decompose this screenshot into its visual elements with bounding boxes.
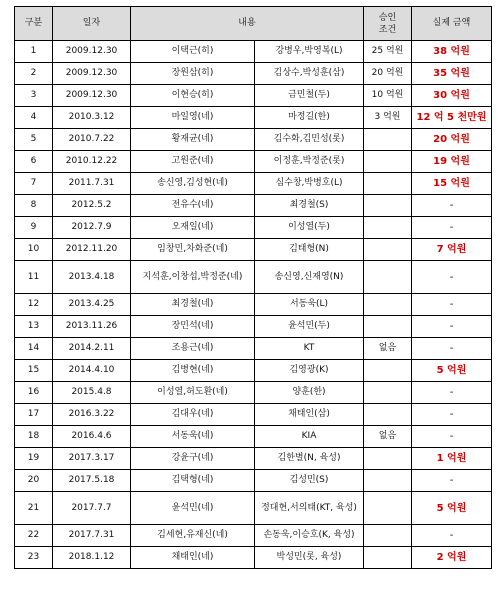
table-row [15, 294, 492, 316]
table-row [15, 261, 492, 294]
row-amount-cell: - [412, 217, 492, 239]
row-amount-cell: - [412, 316, 492, 338]
row-condition-cell [364, 316, 412, 338]
row-from-cell: 이택근(히) [131, 41, 255, 63]
transfer-table-container [14, 6, 492, 569]
row-amount-cell: - [412, 195, 492, 217]
row-condition-cell: 20 억원 [364, 63, 412, 85]
row-from-cell: 마일영(네) [131, 107, 255, 129]
row-no-cell: 22 [15, 525, 53, 547]
row-to-cell: 서동욱(L) [255, 294, 364, 316]
row-date-cell: 2010.12.22 [53, 151, 131, 173]
row-from-cell: 장원삼(히) [131, 63, 255, 85]
table-row [15, 217, 492, 239]
row-condition-cell: 3 억원 [364, 107, 412, 129]
table-row [15, 360, 492, 382]
row-condition-cell [364, 404, 412, 426]
table-row [15, 239, 492, 261]
table-body [15, 41, 492, 569]
row-to-cell: 이정훈,박정준(롯) [255, 151, 364, 173]
row-condition-cell [364, 448, 412, 470]
row-amount-cell: - [412, 404, 492, 426]
row-condition-cell [364, 470, 412, 492]
row-no-cell: 8 [15, 195, 53, 217]
row-no-cell: 19 [15, 448, 53, 470]
table-row [15, 338, 492, 360]
row-date-cell: 2009.12.30 [53, 63, 131, 85]
row-date-cell: 2017.7.31 [53, 525, 131, 547]
row-to-cell: 최경철(S) [255, 195, 364, 217]
row-from-cell: 조용근(네) [131, 338, 255, 360]
table-row [15, 129, 492, 151]
row-date-cell: 2014.4.10 [53, 360, 131, 382]
row-condition-cell [364, 525, 412, 547]
transfer-table [14, 6, 492, 569]
header-condition-line1: 승인 [378, 12, 397, 23]
row-from-cell: 윤석민(네) [131, 492, 255, 525]
row-date-cell: 2013.4.25 [53, 294, 131, 316]
row-to-cell: KT [255, 338, 364, 360]
row-from-cell: 이성열,허도환(네) [131, 382, 255, 404]
row-condition-cell [364, 217, 412, 239]
table-row [15, 470, 492, 492]
row-date-cell: 2011.7.31 [53, 173, 131, 195]
row-to-cell: 마정길(한) [255, 107, 364, 129]
row-no-cell: 10 [15, 239, 53, 261]
table-row [15, 173, 492, 195]
row-condition-cell [364, 129, 412, 151]
row-date-cell: 2012.11.20 [53, 239, 131, 261]
row-condition-cell [364, 261, 412, 294]
row-to-cell: 강병우,박영복(L) [255, 41, 364, 63]
row-date-cell: 2012.7.9 [53, 217, 131, 239]
row-no-cell: 23 [15, 547, 53, 569]
row-from-cell: 지석훈,이창섭,박정준(네) [131, 261, 255, 294]
row-amount-cell: 5 억원 [412, 492, 492, 525]
row-to-cell: 김수화,김민성(롯) [255, 129, 364, 151]
row-amount-cell: 12 억 5 천만원 [412, 107, 492, 129]
row-date-cell: 2017.3.17 [53, 448, 131, 470]
row-to-cell: 송신영,신재영(N) [255, 261, 364, 294]
row-from-cell: 이현승(히) [131, 85, 255, 107]
row-from-cell: 송신영,김성현(네) [131, 173, 255, 195]
row-condition-cell [364, 239, 412, 261]
table-row [15, 426, 492, 448]
row-condition-cell [364, 294, 412, 316]
row-from-cell: 전유수(네) [131, 195, 255, 217]
row-amount-cell: 35 억원 [412, 63, 492, 85]
row-no-cell: 14 [15, 338, 53, 360]
row-date-cell: 2009.12.30 [53, 41, 131, 63]
row-amount-cell: 15 억원 [412, 173, 492, 195]
row-from-cell: 김병현(네) [131, 360, 255, 382]
row-amount-cell: - [412, 338, 492, 360]
table-row [15, 107, 492, 129]
row-to-cell: 채태인(삼) [255, 404, 364, 426]
row-condition-cell: 없음 [364, 338, 412, 360]
row-date-cell: 2014.2.11 [53, 338, 131, 360]
row-to-cell: 이성열(두) [255, 217, 364, 239]
row-date-cell: 2010.3.12 [53, 107, 131, 129]
header-condition-line2: 조건 [378, 24, 397, 35]
row-condition-cell [364, 195, 412, 217]
row-no-cell: 4 [15, 107, 53, 129]
row-amount-cell: - [412, 525, 492, 547]
row-to-cell: 김영광(K) [255, 360, 364, 382]
table-row [15, 492, 492, 525]
table-row [15, 316, 492, 338]
row-no-cell: 1 [15, 41, 53, 63]
table-row [15, 525, 492, 547]
row-to-cell: 금민철(두) [255, 85, 364, 107]
row-from-cell: 김세현,유재신(네) [131, 525, 255, 547]
table-row [15, 448, 492, 470]
row-to-cell: 김성민(S) [255, 470, 364, 492]
row-to-cell: 김상수,박성훈(삼) [255, 63, 364, 85]
row-date-cell: 2017.5.18 [53, 470, 131, 492]
row-date-cell: 2018.1.12 [53, 547, 131, 569]
row-amount-cell: 30 억원 [412, 85, 492, 107]
row-to-cell: 손동욱,이승호(K, 육성) [255, 525, 364, 547]
row-amount-cell: 1 억원 [412, 448, 492, 470]
row-from-cell: 최경철(네) [131, 294, 255, 316]
row-to-cell: 양훈(한) [255, 382, 364, 404]
row-amount-cell: 19 억원 [412, 151, 492, 173]
row-no-cell: 21 [15, 492, 53, 525]
header-condition [364, 7, 412, 41]
header-content: 내용 [131, 7, 364, 41]
row-no-cell: 12 [15, 294, 53, 316]
row-date-cell: 2015.4.8 [53, 382, 131, 404]
row-from-cell: 서동욱(네) [131, 426, 255, 448]
header-date: 일자 [53, 7, 131, 41]
table-row [15, 41, 492, 63]
row-to-cell: KIA [255, 426, 364, 448]
row-from-cell: 강윤구(네) [131, 448, 255, 470]
table-row [15, 547, 492, 569]
row-date-cell: 2010.7.22 [53, 129, 131, 151]
row-amount-cell: 5 억원 [412, 360, 492, 382]
row-no-cell: 13 [15, 316, 53, 338]
row-condition-cell: 10 억원 [364, 85, 412, 107]
header-row [15, 7, 492, 41]
row-amount-cell: - [412, 294, 492, 316]
row-amount-cell: - [412, 470, 492, 492]
row-amount-cell: - [412, 426, 492, 448]
row-no-cell: 11 [15, 261, 53, 294]
row-amount-cell: 38 억원 [412, 41, 492, 63]
row-date-cell: 2017.7.7 [53, 492, 131, 525]
row-to-cell: 박성민(롯, 육성) [255, 547, 364, 569]
row-to-cell: 김태형(N) [255, 239, 364, 261]
header-no: 구분 [15, 7, 53, 41]
row-from-cell: 장민석(네) [131, 316, 255, 338]
row-no-cell: 6 [15, 151, 53, 173]
row-no-cell: 9 [15, 217, 53, 239]
row-amount-cell: - [412, 261, 492, 294]
row-date-cell: 2013.11.26 [53, 316, 131, 338]
row-condition-cell [364, 492, 412, 525]
table-row [15, 195, 492, 217]
row-from-cell: 임창민,차화준(네) [131, 239, 255, 261]
row-from-cell: 오재일(네) [131, 217, 255, 239]
row-condition-cell [364, 360, 412, 382]
row-no-cell: 15 [15, 360, 53, 382]
table-row [15, 63, 492, 85]
row-condition-cell: 25 억원 [364, 41, 412, 63]
row-condition-cell: 없음 [364, 426, 412, 448]
row-condition-cell [364, 173, 412, 195]
row-no-cell: 3 [15, 85, 53, 107]
table-row [15, 404, 492, 426]
table-row [15, 382, 492, 404]
row-from-cell: 김대우(네) [131, 404, 255, 426]
row-no-cell: 20 [15, 470, 53, 492]
table-row [15, 151, 492, 173]
row-from-cell: 고원준(네) [131, 151, 255, 173]
row-to-cell: 정대현,서의태(KT, 육성) [255, 492, 364, 525]
row-no-cell: 5 [15, 129, 53, 151]
row-date-cell: 2013.4.18 [53, 261, 131, 294]
row-no-cell: 17 [15, 404, 53, 426]
row-no-cell: 2 [15, 63, 53, 85]
row-amount-cell: - [412, 382, 492, 404]
row-condition-cell [364, 151, 412, 173]
row-condition-cell [364, 547, 412, 569]
row-to-cell: 심수창,박병호(L) [255, 173, 364, 195]
row-from-cell: 김택형(네) [131, 470, 255, 492]
row-to-cell: 윤석민(두) [255, 316, 364, 338]
table-row [15, 85, 492, 107]
row-condition-cell [364, 382, 412, 404]
row-date-cell: 2009.12.30 [53, 85, 131, 107]
row-no-cell: 7 [15, 173, 53, 195]
row-from-cell: 황재균(네) [131, 129, 255, 151]
row-amount-cell: 20 억원 [412, 129, 492, 151]
row-amount-cell: 2 억원 [412, 547, 492, 569]
row-from-cell: 채태인(네) [131, 547, 255, 569]
header-amount: 실제 금액 [412, 7, 492, 41]
row-date-cell: 2016.3.22 [53, 404, 131, 426]
row-no-cell: 16 [15, 382, 53, 404]
row-no-cell: 18 [15, 426, 53, 448]
row-date-cell: 2016.4.6 [53, 426, 131, 448]
row-to-cell: 김한별(N, 육성) [255, 448, 364, 470]
row-date-cell: 2012.5.2 [53, 195, 131, 217]
row-amount-cell: 7 억원 [412, 239, 492, 261]
